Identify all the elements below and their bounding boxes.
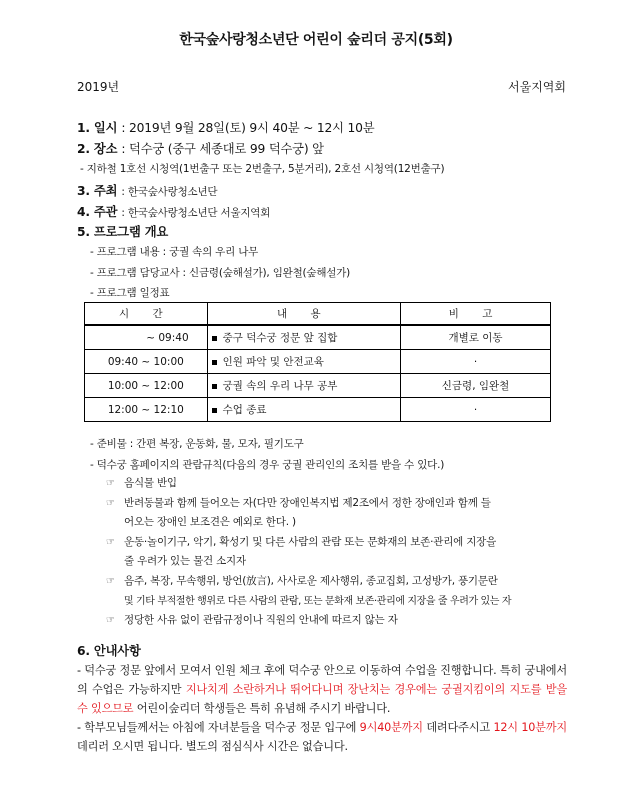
item-program-overview xyxy=(77,222,168,240)
item-number: 5. xyxy=(77,225,90,239)
row-content-text: 수업 종료 xyxy=(222,404,267,416)
row-content xyxy=(207,398,400,422)
notice-highlight: 12시 10분까지 xyxy=(493,721,568,734)
rules-title: - 덕수궁 홈페이지의 관람규칙(다음의 경우 궁궐 관리인의 조치를 받을 수 있다.) xyxy=(90,459,445,471)
item-number: 3. xyxy=(77,184,90,198)
bullet-square-icon xyxy=(212,336,217,341)
row-content xyxy=(207,374,400,398)
notice-highlight: 9시40분까지 xyxy=(359,721,423,734)
pointing-hand-icon: ☞ xyxy=(106,576,115,587)
document-title: 한국숲사랑청소년단 어린이 숲리더 공지(5회) xyxy=(179,32,453,48)
item-value: : 한국숲사랑청소년단 xyxy=(121,186,218,198)
item-label: 장소 xyxy=(93,142,118,156)
program-teachers: - 프로그램 담당교사 : 신금령(숲해설가), 임완철(숲해설가) xyxy=(90,267,351,279)
table-header-row xyxy=(85,303,551,326)
row-note: · xyxy=(401,398,551,422)
item-place xyxy=(77,139,324,157)
rule-text: 음식물 반입 xyxy=(124,477,177,489)
supplies: - 준비물 : 간편 복장, 운동화, 물, 모자, 필기도구 xyxy=(90,438,304,450)
rule-item xyxy=(106,612,398,627)
rule-text-cont: 어오는 장애인 보조견은 예외로 한다. ) xyxy=(124,516,296,528)
row-note: 신금령, 임완철 xyxy=(401,374,551,398)
bullet-square-icon xyxy=(212,384,217,389)
item-number: 2. xyxy=(77,142,90,156)
schedule-table xyxy=(84,302,551,422)
pointing-hand-icon: ☞ xyxy=(106,478,115,489)
rule-item xyxy=(106,495,491,510)
item-value: : 2019년 9월 28일(토) 9시 40분 ~ 12시 10분 xyxy=(121,121,375,135)
document-year: 2019년 xyxy=(77,80,120,94)
rule-text-cont: 및 기타 부적절한 행위로 다른 사람의 관람, 또는 문화재 보존·관리에 지장을 줄 우려가 있는 자 xyxy=(124,596,512,607)
table-row xyxy=(85,325,551,350)
notice-paragraph-1 xyxy=(77,661,567,718)
notice-highlight: 지나치게 소란하거나 뛰어다니며 장난치는 경우에는 궁궐지킴이의 지도를 받을 수 있으므로 xyxy=(77,683,567,715)
pointing-hand-icon: ☞ xyxy=(106,615,115,626)
bullet-square-icon xyxy=(212,360,217,365)
item-value: : 한국숲사랑청소년단 서울지역회 xyxy=(121,207,271,219)
program-schedule-label: - 프로그램 일정표 xyxy=(90,287,170,299)
rule-text-cont: 줄 우려가 있는 물건 소지자 xyxy=(124,555,246,567)
notice-paragraph-2 xyxy=(77,718,567,756)
rule-text: 정당한 사유 없이 관람규정이나 직원의 안내에 따르지 않는 자 xyxy=(124,614,398,626)
table-row xyxy=(85,398,551,422)
row-content-text: 인원 파악 및 안전교육 xyxy=(222,356,324,368)
notice-heading: 6. 안내사항 xyxy=(77,644,141,658)
pointing-hand-icon: ☞ xyxy=(106,537,115,548)
row-content-text: 궁궐 속의 우리 나무 공부 xyxy=(222,380,338,392)
rule-text: 운동·놀이기구, 악기, 확성기 및 다른 사람의 관람 또는 문화재의 보존·관리에 지장을 xyxy=(124,536,497,548)
item-host xyxy=(77,181,217,199)
rule-text: 반려동물과 함께 들어오는 자(다만 장애인복지법 제2조에서 정한 장애인과 함께 들 xyxy=(124,497,491,509)
header-content: 내 용 xyxy=(207,303,400,326)
notice-text: 데려다주시고 xyxy=(422,721,494,734)
row-time: 09:40 ~ 10:00 xyxy=(85,350,208,374)
row-time: ~ 09:40 xyxy=(85,325,208,350)
rule-item xyxy=(106,534,496,549)
row-content xyxy=(207,350,400,374)
table-row xyxy=(85,374,551,398)
item-date xyxy=(77,118,374,136)
program-content: - 프로그램 내용 : 궁궐 속의 우리 나무 xyxy=(90,246,259,258)
pointing-hand-icon: ☞ xyxy=(106,498,115,509)
item-organizer xyxy=(77,202,270,220)
row-note: 개별로 이동 xyxy=(401,325,551,350)
rule-item xyxy=(106,573,498,588)
header-note: 비 고 xyxy=(401,303,551,326)
item-label: 주관 xyxy=(93,205,118,219)
item-number: 4. xyxy=(77,205,90,219)
item-label: 주최 xyxy=(93,184,118,198)
document-region: 서울지역회 xyxy=(508,80,566,94)
notice-text: - 덕수궁 정문 앞에서 모여서 인원 체크 후에 덕수궁 안으로 이동하여 수업을 진행합니다. 특히 궁내에서의 수업은 가능하지만 xyxy=(77,664,567,696)
header-time: 시 간 xyxy=(85,303,208,326)
row-time: 12:00 ~ 12:10 xyxy=(85,398,208,422)
item-value: : 덕수궁 (중구 세종대로 99 덕수궁) 앞 xyxy=(121,142,324,156)
place-note: - 지하철 1호선 시청역(1번출구 또는 2번출구, 5분거리), 2호선 시청역(12번출구) xyxy=(80,163,445,175)
row-content-text: 중구 덕수궁 정문 앞 집합 xyxy=(222,332,338,344)
row-content xyxy=(207,325,400,350)
rule-text: 음주, 복장, 무속행위, 방언(放言), 사사로운 제사행위, 종교집회, 고성방가, 풍기문란 xyxy=(124,575,498,587)
item-number: 1. xyxy=(77,121,90,135)
item-label: 프로그램 개요 xyxy=(93,225,169,239)
rule-item xyxy=(106,475,177,490)
bullet-square-icon xyxy=(212,408,217,413)
table-row xyxy=(85,350,551,374)
row-time: 10:00 ~ 12:00 xyxy=(85,374,208,398)
notice-text: 데리러 오시면 됩니다. 별도의 점심식사 시간은 없습니다. xyxy=(77,740,348,753)
row-note: · xyxy=(401,350,551,374)
notice-text: 어린이숲리더 학생들은 특히 유념해 주시기 바랍니다. xyxy=(133,702,391,715)
item-label: 일시 xyxy=(93,121,118,135)
notice-text: - 학부모님들께서는 아침에 자녀분들을 덕수궁 정문 입구에 xyxy=(77,721,360,734)
